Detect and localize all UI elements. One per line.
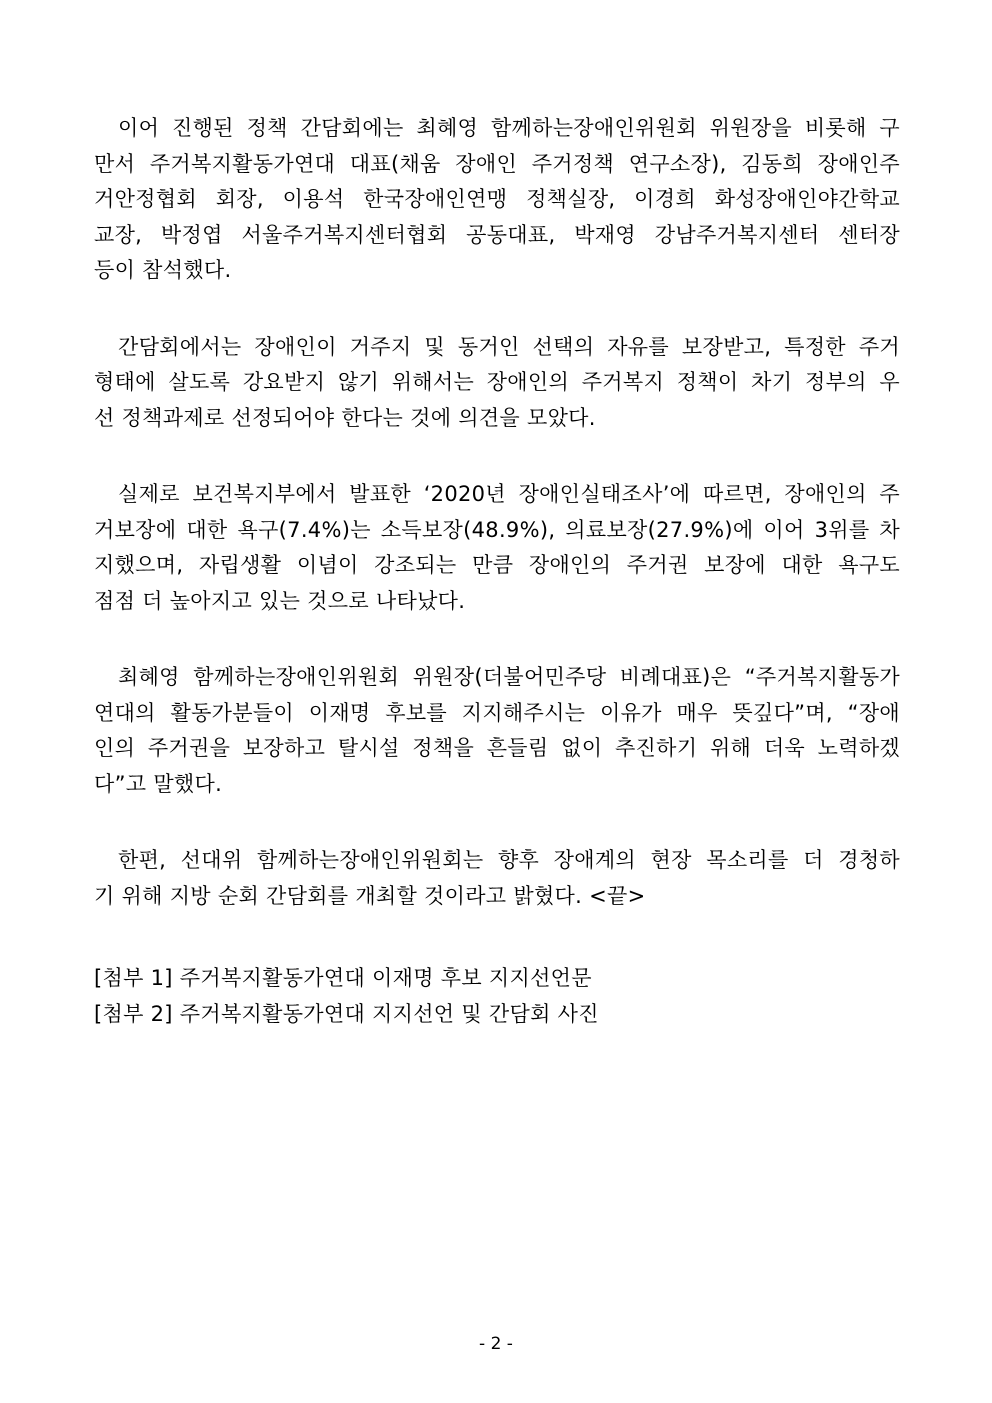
paragraph-line: 지했으며, 자립생활 이념이 강조되는 만큼 장애인의 주거권 보장에 대한 욕구도 — [94, 553, 900, 577]
paragraph-line: 선 정책과제로 선정되어야 한다는 것에 의견을 모았다. — [94, 405, 596, 430]
paragraph-line: 간담회에서는 장애인이 거주지 및 동거인 선택의 자유를 보장받고, 특정한 주거 — [118, 334, 900, 359]
paragraph-line: 다”고 말했다. — [94, 771, 223, 796]
paragraph-closing — [94, 843, 900, 914]
page-number: - 2 - — [479, 1334, 513, 1354]
paragraph-meeting-opinion — [94, 330, 900, 437]
paragraph-chair-quote — [94, 660, 900, 802]
attachment-item: [첨부 1] 주거복지활동가연대 이재명 후보 지지선언문 — [94, 966, 592, 990]
paragraph-line: 거안정협회 회장, 이용석 한국장애인연맹 정책실장, 이경희 화성장애인야간학교 — [94, 187, 900, 211]
paragraph-line: 점점 더 높아지고 있는 것으로 나타났다. — [94, 588, 466, 613]
paragraph-line: 등이 참석했다. — [94, 258, 232, 282]
paragraph-policy-meeting — [94, 111, 900, 289]
attachment-item: [첨부 2] 주거복지활동가연대 지지선언 및 간담회 사진 — [94, 1001, 599, 1026]
paragraph-line: 한편, 선대위 함께하는장애인위원회는 향후 장애계의 현장 목소리를 더 경청하 — [118, 848, 900, 872]
paragraph-line: 인의 주거권을 보장하고 탈시설 정책을 흔들림 없이 추진하기 위해 더욱 노력하겠 — [94, 736, 900, 760]
paragraph-line: 기 위해 지방 순회 간담회를 개최할 것이라고 밝혔다. <끝> — [94, 883, 646, 908]
document-body — [94, 111, 900, 1032]
paragraph-line: 이어 진행된 정책 간담회에는 최혜영 함께하는장애인위원회 위원장을 비롯해 구 — [118, 116, 900, 140]
paragraph-line: 형태에 살도록 강요받지 않기 위해서는 장애인의 주거복지 정책이 차기 정부의 우 — [94, 370, 900, 394]
paragraph-line: 최혜영 함께하는장애인위원회 위원장(더불어민주당 비례대표)은 “주거복지활동가 — [118, 665, 900, 689]
attachment-list — [94, 961, 900, 1032]
paragraph-survey-results — [94, 477, 900, 619]
paragraph-line: 실제로 보건복지부에서 발표한 ‘2020년 장애인실태조사’에 따르면, 장애인의 주 — [118, 482, 900, 506]
paragraph-line: 거보장에 대한 욕구(7.4%)는 소득보장(48.9%), 의료보장(27.9%)에 이어 3위를 차 — [94, 517, 900, 542]
paragraph-line: 만서 주거복지활동가연대 대표(채움 장애인 주거정책 연구소장), 김동희 장애인주 — [94, 151, 900, 176]
paragraph-line: 연대의 활동가분들이 이재명 후보를 지지해주시는 이유가 매우 뜻깊다”며, “장애 — [94, 700, 900, 725]
paragraph-line: 교장, 박정엽 서울주거복지센터협회 공동대표, 박재영 강남주거복지센터 센터장 — [94, 222, 900, 247]
